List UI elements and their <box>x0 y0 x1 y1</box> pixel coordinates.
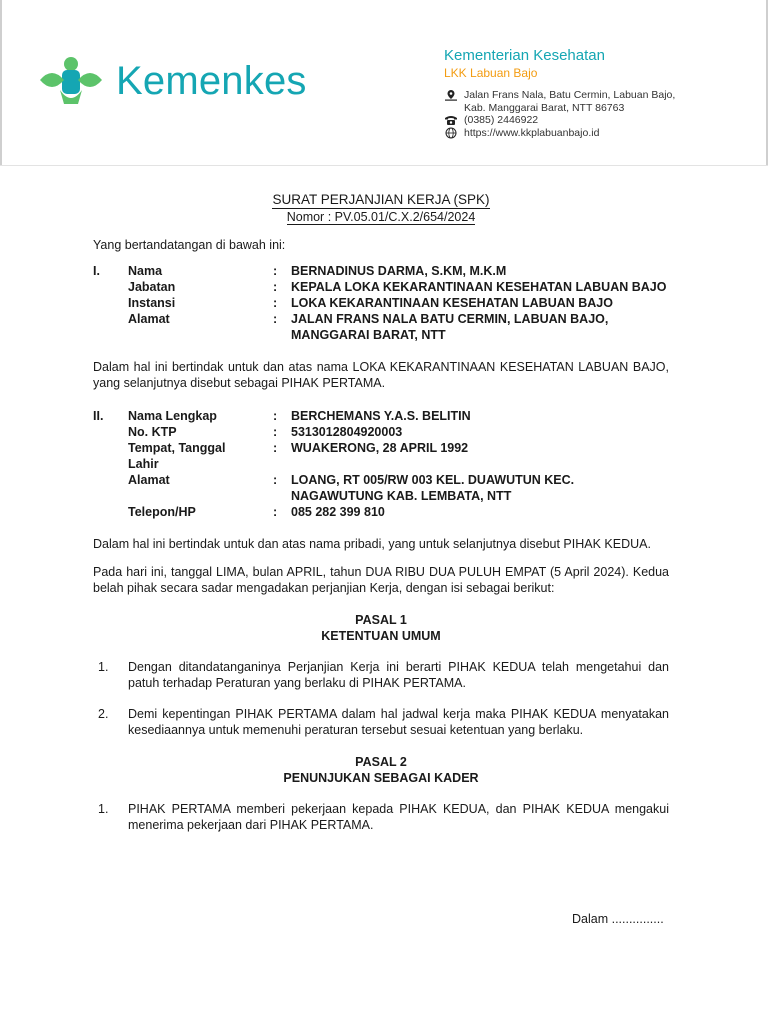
website-url[interactable]: https://www.kkplabuanbajo.id <box>464 126 600 139</box>
kemenkes-logo-icon <box>38 56 104 108</box>
phone-number: (0385) 2446922 <box>464 114 539 126</box>
field-label: Nama Lengkap <box>128 409 217 423</box>
field-value: JALAN FRANS NALA BATU CERMIN, LABUAN BAJO, MANGGARAI BARAT, NTT <box>291 312 609 342</box>
field-label: No. KTP <box>128 425 177 439</box>
item-number: 1. <box>98 802 109 816</box>
field-label: Tempat, Tanggal Lahir <box>128 441 226 471</box>
party-two <box>93 408 669 520</box>
pasal-1-heading: PASAL 1 <box>355 613 407 627</box>
pasal-1-subheading: KETENTUAN UMUM <box>321 629 441 643</box>
party-row: No. KTP : 5313012804920003 <box>93 424 669 440</box>
party-two-statement: Dalam hal ini bertindak untuk dan atas nama pribadi, yang untuk selanjutnya disebut PIHAK KEDUA. <box>93 537 651 551</box>
unit-name: LKK Labuan Bajo <box>444 66 538 80</box>
pasal-2-heading: PASAL 2 <box>355 755 407 769</box>
website-row <box>444 127 744 140</box>
party-row: Alamat : LOANG, RT 005/RW 003 KEL. DUAWUTUN KEC. NAGAWUTUNG KAB. LEMBATA, NTT <box>93 472 669 504</box>
party-one <box>93 263 669 343</box>
field-label: Telepon/HP <box>128 505 196 519</box>
party-row: Tempat, Tanggal Lahir : WUAKERONG, 28 APRIL 1992 <box>93 440 669 472</box>
kemenkes-logo <box>38 56 338 108</box>
field-value: 085 282 399 810 <box>291 505 385 519</box>
document-number: Nomor : PV.05.01/C.X.2/654/2024 <box>286 210 476 224</box>
item-text: Demi kepentingan PIHAK PERTAMA dalam hal jadwal kerja maka PIHAK KEDUA menyatakan kesediaannya untuk memenuhi peraturan tersebut sesuai ketentuan yang berlaku. <box>128 707 669 737</box>
party-one-statement: Dalam hal ini bertindak untuk dan atas nama LOKA KEKARANTINAAN KESEHATAN LABUAN BAJO, yang selanjutnya disebut sebagai PIHAK PERTAMA. <box>93 360 669 390</box>
field-value: 5313012804920003 <box>291 425 403 439</box>
letterhead-info <box>444 47 744 139</box>
item-text: Dengan ditandatanganinya Perjanjian Kerja ini berarti PIHAK KEDUA telah mengetahui dan patuh terhadap Peraturan yang berlaku di PIHAK PERTAMA. <box>128 660 669 690</box>
party-numeral: I. <box>93 264 100 278</box>
globe-icon <box>444 127 458 139</box>
party-row: Instansi : LOKA KEKARANTINAAN KESEHATAN LABUAN BAJO <box>93 295 669 311</box>
phone-icon <box>444 114 458 126</box>
field-value: WUAKERONG, 28 APRIL 1992 <box>291 441 469 455</box>
ministry-name: Kementerian Kesehatan <box>444 47 605 64</box>
party-row: Alamat : JALAN FRANS NALA BATU CERMIN, LABUAN BAJO, MANGGARAI BARAT, NTT <box>93 311 669 343</box>
item-number: 1. <box>98 660 109 674</box>
page-edge-left <box>0 0 2 165</box>
party-numeral: II. <box>93 409 104 423</box>
item-text: PIHAK PERTAMA memberi pekerjaan kepada PIHAK KEDUA, dan PIHAK KEDUA mengakui menerima pekerjaan dari PIHAK PERTAMA. <box>128 802 669 832</box>
phone-row <box>444 114 744 127</box>
location-icon <box>444 89 458 101</box>
list-item <box>93 801 669 833</box>
party-row: Telepon/HP : 085 282 399 810 <box>93 504 669 520</box>
field-label: Alamat <box>128 473 170 487</box>
field-value: LOKA KEKARANTINAAN KESEHATAN LABUAN BAJO <box>291 296 613 310</box>
list-item <box>93 659 669 691</box>
document-title: SURAT PERJANJIAN KERJA (SPK) <box>272 192 490 207</box>
field-value: BERNADINUS DARMA, S.KM, M.K.M <box>291 264 507 278</box>
intro-text: Yang bertandatangan di bawah ini: <box>93 238 286 252</box>
party-row: Jabatan : KEPALA LOKA KEKARANTINAAN KESEHATAN LABUAN BAJO <box>93 279 669 295</box>
address-row <box>444 89 744 114</box>
list-item <box>93 706 669 738</box>
letterhead-divider <box>0 165 768 166</box>
field-label: Nama <box>128 264 163 278</box>
field-label: Jabatan <box>128 280 176 294</box>
continuation-marker: Dalam ............... <box>572 912 664 926</box>
field-value: LOANG, RT 005/RW 003 KEL. DUAWUTUN KEC. NAGAWUTUNG KAB. LEMBATA, NTT <box>291 473 575 503</box>
item-number: 2. <box>98 707 109 721</box>
address-line-1: Jalan Frans Nala, Batu Cermin, Labuan Bajo, <box>464 89 676 101</box>
agreement-text: Pada hari ini, tanggal LIMA, bulan APRIL, tahun DUA RIBU DUA PULUH EMPAT (5 April 2024). Kedua belah pihak secara sadar mengadakan perjanjian Kerja, dengan isi sebagai berikut: <box>93 565 669 595</box>
address-line-2: Kab. Manggarai Barat, NTT 86763 <box>464 101 625 114</box>
party-row: II. Nama Lengkap : BERCHEMANS Y.A.S. BELITIN <box>93 408 669 424</box>
field-value: BERCHEMANS Y.A.S. BELITIN <box>291 409 471 423</box>
field-value: KEPALA LOKA KEKARANTINAAN KESEHATAN LABUAN BAJO <box>291 280 667 294</box>
document-body <box>93 192 669 833</box>
party-row: I. Nama : BERNADINUS DARMA, S.KM, M.K.M <box>93 263 669 279</box>
field-label: Instansi <box>128 296 176 310</box>
pasal-2-subheading: PENUNJUKAN SEBAGAI KADER <box>283 771 479 785</box>
logo-wordmark: Kemenkes <box>116 59 307 103</box>
field-label: Alamat <box>128 312 170 326</box>
